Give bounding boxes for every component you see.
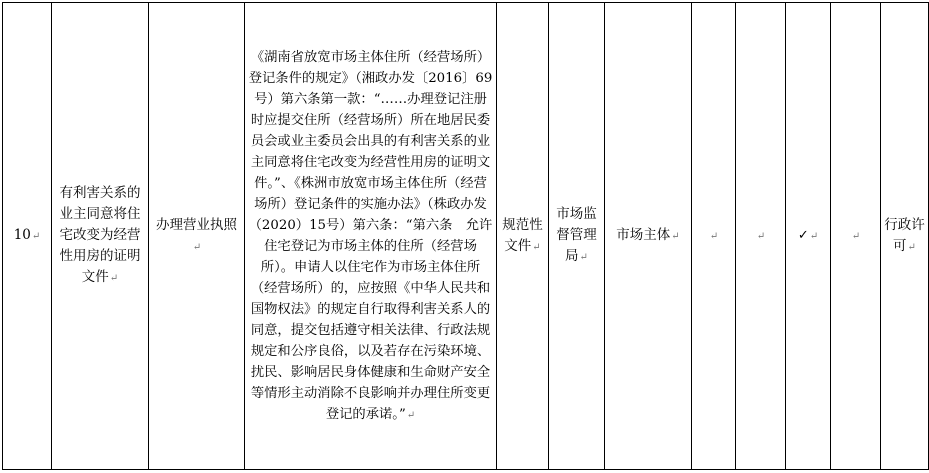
seq-cell: 10↵	[3, 3, 52, 470]
method-cell: 行政许可↵	[881, 3, 929, 470]
empty-cell: ↵	[736, 3, 786, 470]
category-cell: 规范性文件↵	[497, 3, 549, 470]
certificate-table	[2, 2, 929, 470]
empty-cell: ↵	[831, 3, 881, 470]
department-cell: 市场监督管理局↵	[549, 3, 605, 470]
empty-cell: ↵	[692, 3, 736, 470]
subject-cell: 市场主体↵	[605, 3, 692, 470]
table-row	[3, 3, 929, 470]
item-name-cell: 有利害关系的业主同意将住宅改变为经营性用房的证明文件↵	[52, 3, 149, 470]
check-cell: ✓↵	[786, 3, 831, 470]
service-cell: 办理营业执照↵	[149, 3, 245, 470]
legal-basis-cell: 《湖南省放宽市场主体住所（经营场所）登记条件的规定》（湘政办发〔2016〕69号）第六条第一款：“……办理登记注册时应提交住所（经营场所）所在地居民委员会或业主委员会出具的有利害关系的业主同意将住宅改变为经营性用房的证明文件。”、《株洲市放宽市场主体住所（经营场所）登记条件的实施办法》（株政办发（2020）15号）第六条：“第六条 允许住宅登记为市场主体的住所（经营场所）。申请人以住宅作为市场主体住所（经营场所）的，应按照《中华人民共和国物权法》的规定自行取得利害关系人的同意，提交包括遵守相关法律、行政法规规定和公序良俗，以及若存在污染环境、扰民、影响居民身体健康和生命财产安全等情形主动消除不良影响并办理住所变更登记的承诺。”↵	[245, 3, 497, 470]
checkmark-icon: ✓	[797, 228, 809, 243]
